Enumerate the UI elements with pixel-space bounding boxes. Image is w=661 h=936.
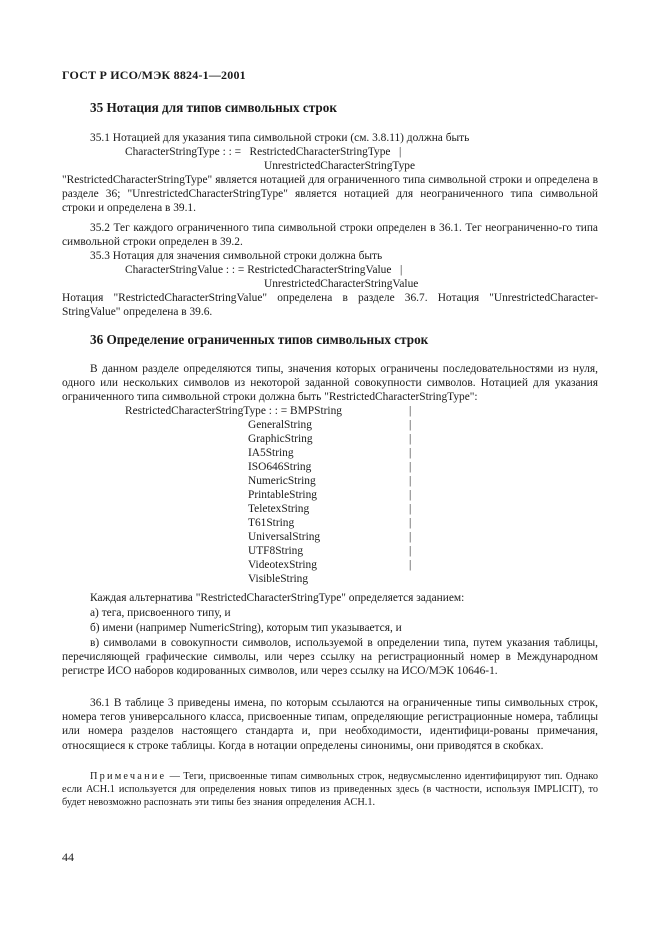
- clause-35-1-text: 35.1 Нотацией для указания типа символьной строки (см. 3.8.11) должна быть: [90, 132, 470, 144]
- alternative-item: GeneralString: [248, 419, 312, 431]
- alternative-separator: |: [409, 405, 412, 417]
- document-header: ГОСТ Р ИСО/МЭК 8824-1—2001: [62, 68, 246, 82]
- alternative-separator: |: [409, 559, 412, 571]
- alternative-item: PrintableString: [248, 489, 317, 501]
- clause-35-1-lead: [62, 131, 598, 145]
- alternative-item: GraphicString: [248, 433, 313, 445]
- alternative-separator: |: [409, 503, 412, 515]
- alternative-separator: |: [409, 545, 412, 557]
- alternative-separator: |: [409, 419, 412, 431]
- note-text: — Теги, присвоенные типам символьных строк, недвусмысленно идентифицируют тип. Однако если АСН.1 используется для определения новых типов из приведенных здесь (в частности, используя IMPLICIT), то будет невозможно распознать эти типы без знания определения АСН.1.: [62, 771, 598, 808]
- production-character-string-type: CharacterStringType : : = RestrictedCharacterStringType |: [125, 146, 402, 158]
- production-unrestricted-value-alt: UnrestrictedCharacterStringValue: [264, 278, 419, 290]
- production-restricted-lhs: RestrictedCharacterStringType : : = BMPString: [125, 405, 342, 417]
- section-36-intro-paragraph: В данном разделе определяются типы, значения которых ограничены последовательностями из нуля, одного или нескольких символов из некоторой заданной совокупности символов. Нотацией для указания ограниченного типа символьной строки должна быть "RestrictedCharacterStringType":: [62, 363, 598, 404]
- alternative-item: TeletexString: [248, 503, 310, 515]
- alternative-separator: |: [409, 489, 412, 501]
- page-number: 44: [62, 850, 74, 864]
- each-alternative-text: [62, 591, 598, 605]
- each-alternative-paragraph: Каждая альтернатива "RestrictedCharacterStringType" определяется заданием:: [90, 592, 465, 604]
- list-item-a-text: а) тега, присвоенного типу, и: [90, 607, 231, 619]
- alternative-item: NumericString: [248, 475, 316, 487]
- alternative-item: ISO646String: [248, 461, 312, 473]
- section-36-title: 36 Определение ограниченных типов символьных строк: [90, 332, 429, 347]
- clause-35-3-text: 35.3 Нотация для значения символьной строки должна быть: [90, 250, 383, 262]
- clause-35-3-paragraph: Нотация "RestrictedCharacterStringValue" определена в разделе 36.7. Нотация "UnrestrictedCharacter-StringValue" определена в 39.6.: [62, 292, 598, 319]
- alternative-item: T61String: [248, 517, 295, 529]
- alternative-item: VideotexString: [248, 559, 317, 571]
- list-item-b: [62, 621, 598, 635]
- list-item-a: [62, 606, 598, 620]
- clause-36-1-paragraph: 36.1 В таблице 3 приведены имена, по которым ссылаются на ограниченные типы символьных строк, номера тегов универсального класса, присвоенные типам, определяющие регистрационные номера, таблицы или номера разделов настоящего стандарта и, при необходимости, идентифици-рованы примечания, относящиеся к строке таблицы. Когда в нотации определены синонимы, они приводятся в скобках.: [62, 697, 598, 752]
- alternative-separator: |: [409, 517, 412, 529]
- list-item-c: [62, 636, 598, 679]
- clause-35-1-body: [62, 173, 598, 216]
- note-block: [62, 770, 598, 809]
- section-35-title: 35 Нотация для типов символьных строк: [90, 100, 337, 115]
- alternative-item: VisibleString: [248, 573, 309, 585]
- alternative-separator: |: [409, 531, 412, 543]
- alternative-separator: |: [409, 433, 412, 445]
- clause-35-2: [62, 221, 598, 249]
- list-item-c-text: в) символами в совокупности символов, используемой в определении типа, путем указания таблицы, перечисляющей графические символы, или через ссылку на регистрационный номер в Международном регистре ИСО наборов кодированных символов, или через ссылку на ИСО/МЭК 10646-1.: [62, 637, 598, 678]
- clause-35-1-paragraph: "RestrictedCharacterStringType" является нотацией для ограниченного типа символьной строки и определена в разделе 36; "UnrestrictedCharacterStringType" является нотацией для неограниченного типа символьной строки и определена в 39.1.: [62, 174, 598, 215]
- note-label: Примечание: [90, 771, 167, 782]
- alternative-item: UTF8String: [248, 545, 304, 557]
- clause-35-3-lead: [62, 249, 598, 263]
- clause-35-3-body: [62, 291, 598, 319]
- alternative-separator: |: [409, 461, 412, 473]
- list-item-b-text: б) имени (например NumericString), которым тип указывается, и: [90, 622, 402, 634]
- section-36-intro: [62, 362, 598, 405]
- production-unrestricted-alt: UnrestrictedCharacterStringType: [264, 160, 416, 172]
- clause-35-2-paragraph: 35.2 Тег каждого ограниченного типа символьной строки определен в 36.1. Тег неограниченно-го типа символьной строки определен в 39.2.: [62, 222, 598, 249]
- alternative-separator: |: [409, 475, 412, 487]
- production-character-string-value: CharacterStringValue : : = RestrictedCharacterStringValue |: [125, 264, 403, 276]
- alternative-separator: |: [409, 447, 412, 459]
- alternative-item: IA5String: [248, 447, 294, 459]
- clause-36-1: [62, 696, 598, 753]
- alternative-item: UniversalString: [248, 531, 321, 543]
